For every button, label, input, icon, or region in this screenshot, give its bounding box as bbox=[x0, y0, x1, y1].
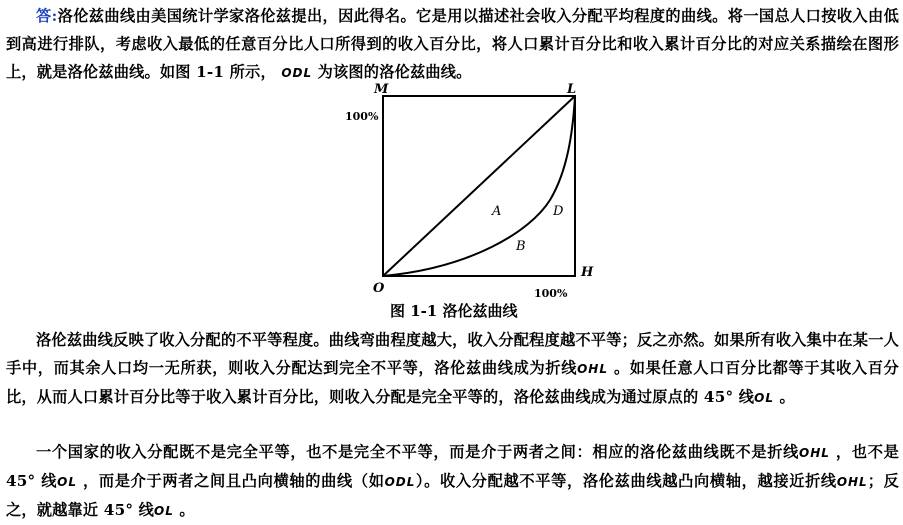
p3-text-5: ；反之，就越靠近 45° 线 bbox=[6, 472, 899, 519]
answer-text-end: 为该图的洛伦兹曲线。 bbox=[317, 63, 472, 81]
p2-ohl: OHL bbox=[577, 362, 608, 376]
p2-text-3: 。 bbox=[779, 388, 795, 406]
paragraph-between bbox=[6, 438, 899, 525]
paragraph-inequality bbox=[6, 326, 899, 412]
label-M: M bbox=[374, 82, 389, 97]
figure-caption: 图 1-1 洛伦兹曲线 bbox=[390, 302, 518, 320]
p3-ol-2: OL bbox=[154, 504, 174, 518]
label-A: A bbox=[492, 204, 502, 219]
p2-text-2: 。如果任意人口百分比都等于其收入百分比，从而人口累计百分比等于收入累计百分比，则收入分配是完全平等的，洛伦兹曲线成为通过原点的 45° 线 bbox=[6, 359, 899, 406]
p3-text-2: ，也不是 45° 线 bbox=[6, 443, 899, 490]
x-axis-100-label: 100% bbox=[534, 287, 568, 300]
y-axis-100-label: 100% bbox=[345, 110, 379, 123]
p3-ohl: OHL bbox=[799, 446, 830, 460]
equality-line bbox=[383, 96, 575, 276]
label-H: H bbox=[581, 265, 594, 280]
answer-colon: : bbox=[51, 7, 58, 25]
label-L: L bbox=[567, 82, 577, 97]
label-B: B bbox=[516, 239, 526, 254]
label-D: D bbox=[553, 204, 564, 219]
p3-text-3: ，而是介于两者之间且凸向横轴的曲线（如 bbox=[83, 472, 385, 490]
label-O: O bbox=[373, 281, 385, 296]
p3-ohl-2: OHL bbox=[836, 475, 868, 489]
p3-text-6: 。 bbox=[179, 501, 195, 519]
answer-label: 答 bbox=[36, 7, 52, 25]
curve-label-inline: ODL bbox=[281, 66, 313, 80]
p3-text-4: ）。收入分配越不平等，洛伦兹曲线越凸向横轴，越接近折线 bbox=[415, 472, 837, 490]
p3-odl: ODL bbox=[384, 475, 416, 489]
p2-ol: OL bbox=[754, 391, 774, 405]
answer-text: 洛伦兹曲线由美国统计学家洛伦兹提出，因此得名。它是用以描述社会收入分配平均程度的曲线。将一国总人口按收入由低到高进行排队，考虑收入最低的任意百分比人口所得到的收入百分比，将人口累计百分比和收入累计百分比的对应关系描绘在图形上，就是洛伦兹曲线。如图 1-1 所示， bbox=[6, 7, 899, 81]
p3-ol: OL bbox=[57, 475, 78, 489]
p3-text-1: 一个国家的收入分配既不是完全平等，也不是完全不平等，而是介于两者之间：相应的洛伦兹曲线既不是折线 bbox=[36, 443, 800, 461]
p2-text-1: 洛伦兹曲线反映了收入分配的不平等程度。曲线弯曲程度越大，收入分配程度越不平等；反之亦然。如果所有收入集中在某一人手中，而其余人口均一无所获，则收入分配达到完全不平等，洛伦兹曲线成为折线 bbox=[6, 331, 899, 377]
